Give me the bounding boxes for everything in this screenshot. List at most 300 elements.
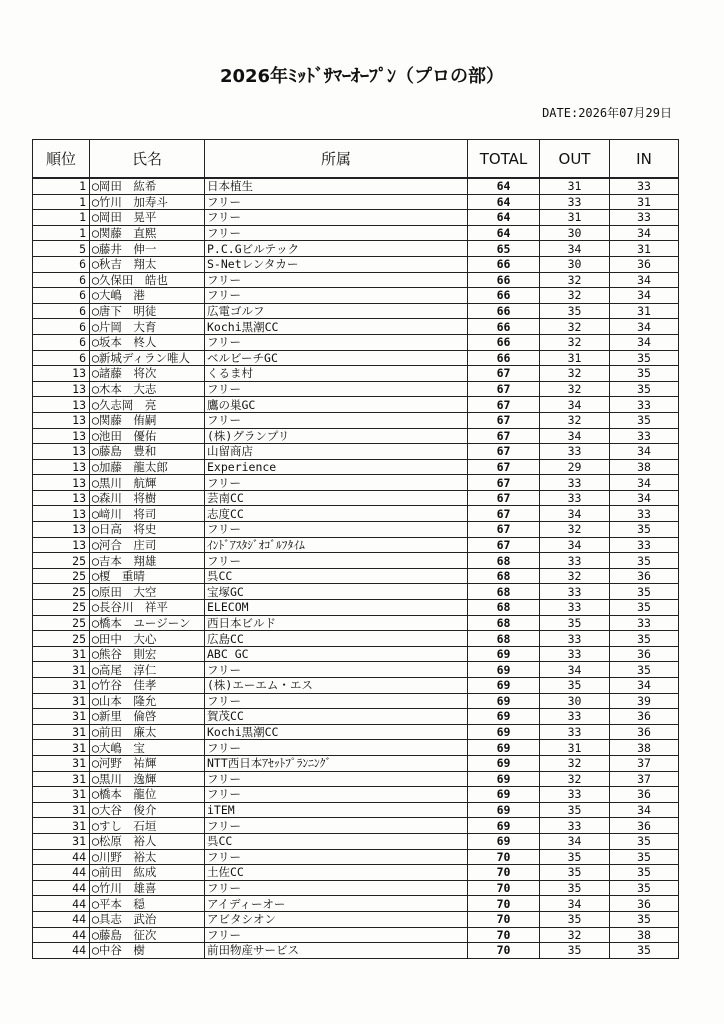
cell-in: 33 (610, 506, 679, 522)
cell-rank: 25 (33, 631, 90, 647)
cell-total: 66 (468, 272, 540, 288)
cell-total: 67 (468, 381, 540, 397)
cell-in: 33 (610, 615, 679, 631)
page-title: 2026年ﾐｯﾄﾞｻﾏｰｵｰﾌﾟﾝ（プロの部） (219, 66, 505, 87)
table-row (33, 896, 679, 912)
cell-out: 33 (540, 194, 610, 210)
cell-in: 35 (610, 600, 679, 616)
cell-out: 33 (540, 553, 610, 569)
table-row (33, 256, 679, 272)
cell-out: 33 (540, 475, 610, 491)
cell-total: 67 (468, 444, 540, 460)
cell-total: 65 (468, 241, 540, 257)
cell-affiliation: フリー (205, 693, 468, 709)
cell-out: 33 (540, 646, 610, 662)
cell-total: 68 (468, 631, 540, 647)
cell-affiliation: Kochi黒潮CC (205, 724, 468, 740)
cell-affiliation: (株)グランプリ (205, 428, 468, 444)
cell-total: 66 (468, 334, 540, 350)
cell-rank: 31 (33, 646, 90, 662)
cell-affiliation: 呉CC (205, 833, 468, 849)
cell-out: 31 (540, 178, 610, 194)
cell-total: 64 (468, 194, 540, 210)
cell-total: 67 (468, 428, 540, 444)
cell-in: 36 (610, 568, 679, 584)
cell-name: ◯岡田 晃平 (90, 210, 205, 226)
cell-rank: 6 (33, 334, 90, 350)
cell-total: 70 (468, 849, 540, 865)
cell-affiliation: フリー (205, 225, 468, 241)
cell-rank: 6 (33, 319, 90, 335)
cell-name: ◯木本 大志 (90, 381, 205, 397)
cell-affiliation: 前田物産サービス (205, 943, 468, 959)
cell-out: 32 (540, 412, 610, 428)
cell-rank: 31 (33, 771, 90, 787)
cell-in: 35 (610, 631, 679, 647)
cell-total: 69 (468, 802, 540, 818)
cell-total: 69 (468, 740, 540, 756)
cell-affiliation: アビタシオン (205, 911, 468, 927)
cell-total: 67 (468, 475, 540, 491)
cell-rank: 13 (33, 381, 90, 397)
cell-out: 32 (540, 755, 610, 771)
cell-out: 32 (540, 272, 610, 288)
cell-affiliation: フリー (205, 381, 468, 397)
cell-affiliation: Experience (205, 459, 468, 475)
cell-in: 39 (610, 693, 679, 709)
cell-rank: 13 (33, 412, 90, 428)
table-row (33, 600, 679, 616)
cell-out: 35 (540, 615, 610, 631)
header-rank: 順位 (33, 140, 90, 179)
cell-in: 31 (610, 241, 679, 257)
cell-in: 33 (610, 210, 679, 226)
cell-name: ◯榎 重晴 (90, 568, 205, 584)
cell-in: 35 (610, 412, 679, 428)
cell-rank: 1 (33, 225, 90, 241)
cell-out: 34 (540, 833, 610, 849)
cell-affiliation: フリー (205, 771, 468, 787)
cell-total: 67 (468, 490, 540, 506)
cell-affiliation: 呉CC (205, 568, 468, 584)
cell-affiliation: iTEM (205, 802, 468, 818)
cell-name: ◯高尾 淳仁 (90, 662, 205, 678)
cell-in: 38 (610, 459, 679, 475)
table-row (33, 833, 679, 849)
cell-affiliation: 宝塚GC (205, 584, 468, 600)
table-row (33, 350, 679, 366)
table-row (33, 522, 679, 538)
cell-total: 66 (468, 303, 540, 319)
cell-out: 32 (540, 927, 610, 943)
cell-total: 70 (468, 911, 540, 927)
cell-name: ◯吉本 翔雄 (90, 553, 205, 569)
cell-name: ◯原田 大空 (90, 584, 205, 600)
cell-out: 35 (540, 943, 610, 959)
cell-name: ◯山本 隆允 (90, 693, 205, 709)
cell-affiliation: フリー (205, 787, 468, 803)
cell-rank: 13 (33, 366, 90, 382)
cell-in: 35 (610, 584, 679, 600)
cell-affiliation: ベルビーチGC (205, 350, 468, 366)
cell-in: 33 (610, 397, 679, 413)
cell-rank: 31 (33, 662, 90, 678)
cell-rank: 31 (33, 678, 90, 694)
cell-name: ◯黒川 航輝 (90, 475, 205, 491)
cell-affiliation: フリー (205, 194, 468, 210)
date-label: DATE:2026年07月29日 (542, 106, 672, 120)
table-row (33, 927, 679, 943)
cell-total: 67 (468, 412, 540, 428)
cell-rank: 31 (33, 709, 90, 725)
cell-affiliation: ｲﾝﾄﾞｱｽﾀｼﾞｵｺﾞﾙﾌﾀｲﾑ (205, 537, 468, 553)
cell-name: ◯平本 穏 (90, 896, 205, 912)
cell-affiliation: フリー (205, 849, 468, 865)
cell-out: 32 (540, 568, 610, 584)
cell-affiliation: フリー (205, 818, 468, 834)
cell-affiliation: フリー (205, 740, 468, 756)
cell-in: 35 (610, 522, 679, 538)
cell-in: 33 (610, 178, 679, 194)
table-row (33, 631, 679, 647)
cell-name: ◯諸藤 将次 (90, 366, 205, 382)
cell-out: 31 (540, 210, 610, 226)
cell-out: 33 (540, 724, 610, 740)
cell-rank: 44 (33, 880, 90, 896)
cell-affiliation: フリー (205, 662, 468, 678)
cell-rank: 44 (33, 849, 90, 865)
cell-name: ◯大嶋 港 (90, 288, 205, 304)
table-row (33, 553, 679, 569)
cell-in: 35 (610, 366, 679, 382)
cell-in: 36 (610, 818, 679, 834)
cell-rank: 31 (33, 755, 90, 771)
cell-total: 70 (468, 880, 540, 896)
cell-rank: 31 (33, 833, 90, 849)
cell-total: 68 (468, 553, 540, 569)
cell-rank: 13 (33, 506, 90, 522)
cell-name: ◯関藤 侑嗣 (90, 412, 205, 428)
table-row (33, 475, 679, 491)
cell-name: ◯坂本 柊人 (90, 334, 205, 350)
table-row (33, 194, 679, 210)
cell-rank: 6 (33, 272, 90, 288)
cell-name: ◯藤島 征次 (90, 927, 205, 943)
cell-total: 64 (468, 225, 540, 241)
cell-rank: 31 (33, 740, 90, 756)
cell-out: 33 (540, 444, 610, 460)
cell-name: ◯松原 裕人 (90, 833, 205, 849)
cell-rank: 44 (33, 865, 90, 881)
table-row (33, 818, 679, 834)
table-row (33, 459, 679, 475)
cell-rank: 13 (33, 428, 90, 444)
cell-total: 69 (468, 818, 540, 834)
cell-in: 34 (610, 490, 679, 506)
cell-name: ◯唐下 明徒 (90, 303, 205, 319)
table-row (33, 771, 679, 787)
cell-name: ◯秋吉 翔太 (90, 256, 205, 272)
cell-out: 35 (540, 303, 610, 319)
cell-name: ◯藤井 伸一 (90, 241, 205, 257)
cell-out: 29 (540, 459, 610, 475)
cell-name: ◯新城ディラン唯人 (90, 350, 205, 366)
header-affiliation: 所属 (205, 140, 468, 179)
table-row (33, 537, 679, 553)
cell-total: 66 (468, 256, 540, 272)
cell-name: ◯大谷 俊介 (90, 802, 205, 818)
cell-total: 69 (468, 693, 540, 709)
cell-affiliation: 土佐CC (205, 865, 468, 881)
cell-out: 32 (540, 381, 610, 397)
cell-rank: 6 (33, 288, 90, 304)
table-row (33, 787, 679, 803)
cell-total: 70 (468, 865, 540, 881)
cell-in: 31 (610, 303, 679, 319)
cell-in: 35 (610, 553, 679, 569)
cell-out: 32 (540, 319, 610, 335)
cell-name: ◯加藤 龍太郎 (90, 459, 205, 475)
cell-affiliation: フリー (205, 522, 468, 538)
cell-out: 32 (540, 334, 610, 350)
table-row (33, 724, 679, 740)
cell-rank: 31 (33, 693, 90, 709)
table-row (33, 381, 679, 397)
cell-out: 33 (540, 584, 610, 600)
cell-out: 34 (540, 896, 610, 912)
cell-affiliation: フリー (205, 272, 468, 288)
cell-affiliation: 西日本ビルド (205, 615, 468, 631)
cell-in: 34 (610, 319, 679, 335)
cell-out: 35 (540, 802, 610, 818)
table-row (33, 849, 679, 865)
cell-in: 34 (610, 225, 679, 241)
cell-rank: 31 (33, 787, 90, 803)
cell-affiliation: 広島CC (205, 631, 468, 647)
cell-in: 36 (610, 256, 679, 272)
header-total: TOTAL (468, 140, 540, 179)
table-row (33, 241, 679, 257)
cell-in: 36 (610, 646, 679, 662)
cell-in: 35 (610, 662, 679, 678)
cell-in: 35 (610, 911, 679, 927)
cell-name: ◯藤島 豊和 (90, 444, 205, 460)
cell-affiliation: 山留商店 (205, 444, 468, 460)
cell-out: 31 (540, 740, 610, 756)
cell-name: ◯久保田 皓也 (90, 272, 205, 288)
cell-name: ◯河野 祐輝 (90, 755, 205, 771)
table-row (33, 303, 679, 319)
cell-in: 36 (610, 709, 679, 725)
cell-rank: 31 (33, 724, 90, 740)
cell-total: 67 (468, 537, 540, 553)
table-row (33, 225, 679, 241)
cell-affiliation: S-Netレンタカー (205, 256, 468, 272)
cell-in: 36 (610, 787, 679, 803)
cell-total: 70 (468, 927, 540, 943)
cell-out: 33 (540, 709, 610, 725)
cell-rank: 1 (33, 210, 90, 226)
cell-affiliation: 日本植生 (205, 178, 468, 194)
cell-rank: 44 (33, 943, 90, 959)
cell-in: 37 (610, 755, 679, 771)
cell-name: ◯新里 倫啓 (90, 709, 205, 725)
cell-in: 33 (610, 428, 679, 444)
cell-out: 35 (540, 678, 610, 694)
cell-total: 66 (468, 288, 540, 304)
cell-name: ◯河合 庄司 (90, 537, 205, 553)
cell-out: 30 (540, 225, 610, 241)
cell-rank: 13 (33, 522, 90, 538)
cell-in: 38 (610, 927, 679, 943)
cell-affiliation: 賀茂CC (205, 709, 468, 725)
table-row (33, 366, 679, 382)
cell-name: ◯前田 廉太 (90, 724, 205, 740)
cell-rank: 13 (33, 475, 90, 491)
cell-name: ◯池田 優佑 (90, 428, 205, 444)
table-row (33, 428, 679, 444)
cell-affiliation: P.C.Gビルテック (205, 241, 468, 257)
table-row (33, 693, 679, 709)
cell-out: 33 (540, 490, 610, 506)
table-row (33, 584, 679, 600)
cell-in: 34 (610, 334, 679, 350)
table-row (33, 210, 679, 226)
cell-in: 34 (610, 272, 679, 288)
cell-name: ◯森川 将樹 (90, 490, 205, 506)
cell-out: 30 (540, 256, 610, 272)
cell-affiliation: フリー (205, 475, 468, 491)
cell-total: 67 (468, 522, 540, 538)
cell-name: ◯竹谷 佳孝 (90, 678, 205, 694)
cell-affiliation: フリー (205, 288, 468, 304)
cell-in: 35 (610, 943, 679, 959)
cell-name: ◯具志 武治 (90, 911, 205, 927)
cell-out: 32 (540, 771, 610, 787)
cell-rank: 13 (33, 459, 90, 475)
cell-total: 66 (468, 319, 540, 335)
cell-out: 34 (540, 397, 610, 413)
cell-out: 34 (540, 662, 610, 678)
table-row (33, 615, 679, 631)
cell-rank: 25 (33, 615, 90, 631)
table-row (33, 412, 679, 428)
cell-affiliation: 広電ゴルフ (205, 303, 468, 319)
table-row (33, 397, 679, 413)
cell-total: 64 (468, 178, 540, 194)
cell-out: 35 (540, 849, 610, 865)
cell-affiliation: 芸南CC (205, 490, 468, 506)
cell-out: 30 (540, 693, 610, 709)
cell-out: 34 (540, 241, 610, 257)
cell-out: 35 (540, 911, 610, 927)
cell-name: ◯前田 紘成 (90, 865, 205, 881)
cell-in: 38 (610, 740, 679, 756)
table-row (33, 740, 679, 756)
cell-rank: 6 (33, 256, 90, 272)
cell-in: 37 (610, 771, 679, 787)
table-row (33, 943, 679, 959)
cell-name: ◯中谷 樹 (90, 943, 205, 959)
cell-affiliation: フリー (205, 412, 468, 428)
cell-in: 35 (610, 865, 679, 881)
cell-total: 69 (468, 833, 540, 849)
header-name: 氏名 (90, 140, 205, 179)
table-row (33, 334, 679, 350)
cell-in: 34 (610, 678, 679, 694)
cell-rank: 13 (33, 490, 90, 506)
cell-rank: 31 (33, 818, 90, 834)
cell-affiliation: フリー (205, 927, 468, 943)
cell-name: ◯長谷川 祥平 (90, 600, 205, 616)
cell-rank: 25 (33, 584, 90, 600)
cell-out: 34 (540, 506, 610, 522)
cell-rank: 5 (33, 241, 90, 257)
cell-name: ◯すし 石垣 (90, 818, 205, 834)
cell-out: 33 (540, 787, 610, 803)
table-row (33, 646, 679, 662)
cell-in: 36 (610, 896, 679, 912)
cell-out: 32 (540, 522, 610, 538)
cell-in: 34 (610, 444, 679, 460)
cell-total: 68 (468, 600, 540, 616)
cell-rank: 1 (33, 194, 90, 210)
cell-out: 34 (540, 537, 610, 553)
cell-total: 70 (468, 896, 540, 912)
table-row (33, 755, 679, 771)
cell-affiliation: くるま村 (205, 366, 468, 382)
cell-in: 31 (610, 194, 679, 210)
cell-rank: 13 (33, 444, 90, 460)
cell-name: ◯竹川 加寿斗 (90, 194, 205, 210)
table-row (33, 319, 679, 335)
cell-in: 35 (610, 381, 679, 397)
cell-affiliation: フリー (205, 553, 468, 569)
cell-affiliation: フリー (205, 334, 468, 350)
cell-name: ◯橋本 ユージーン (90, 615, 205, 631)
cell-in: 34 (610, 475, 679, 491)
cell-total: 67 (468, 366, 540, 382)
cell-name: ◯﨑川 将司 (90, 506, 205, 522)
table-header-row (33, 140, 679, 179)
header-in: IN (610, 140, 679, 179)
cell-in: 35 (610, 350, 679, 366)
cell-total: 68 (468, 615, 540, 631)
cell-rank: 44 (33, 896, 90, 912)
cell-affiliation: アイディーオー (205, 896, 468, 912)
cell-rank: 25 (33, 600, 90, 616)
cell-out: 35 (540, 880, 610, 896)
cell-affiliation: ELECOM (205, 600, 468, 616)
cell-total: 69 (468, 771, 540, 787)
table-row (33, 709, 679, 725)
table-row (33, 802, 679, 818)
cell-in: 33 (610, 537, 679, 553)
cell-affiliation: 志度CC (205, 506, 468, 522)
cell-rank: 44 (33, 911, 90, 927)
table-row (33, 865, 679, 881)
cell-total: 68 (468, 584, 540, 600)
table-row (33, 678, 679, 694)
cell-total: 69 (468, 662, 540, 678)
table-row (33, 880, 679, 896)
cell-rank: 25 (33, 568, 90, 584)
cell-total: 69 (468, 787, 540, 803)
cell-affiliation: フリー (205, 880, 468, 896)
table-row (33, 506, 679, 522)
cell-total: 64 (468, 210, 540, 226)
cell-in: 35 (610, 880, 679, 896)
